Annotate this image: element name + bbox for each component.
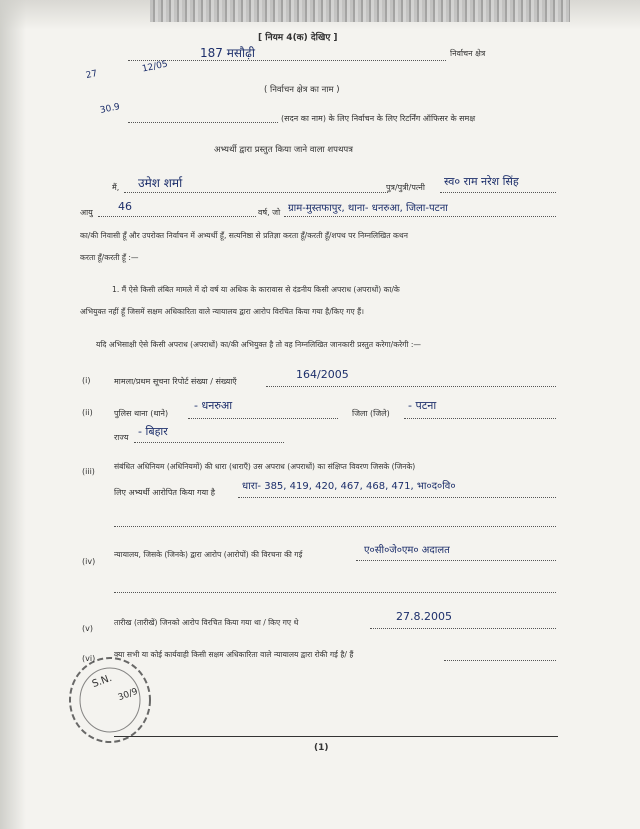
police-value: - धनरुआ — [194, 399, 233, 412]
item-iii-dotline — [238, 497, 556, 498]
item-iv-value: ए०सी०जे०एम० अदालत — [364, 545, 450, 556]
age-dotline — [98, 216, 256, 217]
item-vi-num: (vi) — [82, 654, 96, 663]
item-v-num: (v) — [82, 624, 93, 633]
page-number: (1) — [314, 743, 329, 753]
item-v-label: तारीख (तारीखें) जिनको आरोप विरचित किया गया था / किए गए थे — [114, 618, 299, 627]
item-iv-num: (iv) — [82, 557, 96, 566]
age-value: 46 — [118, 200, 132, 213]
item-iii-value: धारा- 385, 419, 420, 467, 468, 471, भा०द०वि० — [242, 481, 456, 492]
state-value: - बिहार — [138, 425, 168, 438]
item-iv-dotline — [356, 560, 556, 561]
district-label: जिला (जिले) — [352, 409, 390, 418]
footer-rule — [114, 736, 558, 737]
scan-shadow-left — [0, 0, 26, 829]
state-dotline — [134, 442, 284, 443]
item-iii-dotline-2 — [114, 526, 556, 527]
item-ii-num: (ii) — [82, 408, 93, 417]
item-vi-label: क्या सभी या कोई कार्यवाही किसी सक्षम अधिकारिता वाले न्यायालय द्वारा रोकी गई है/ हैं — [114, 650, 354, 659]
state-label: राज्य — [114, 433, 129, 442]
item-i-value: 164/2005 — [296, 368, 349, 381]
district-value: - पटना — [408, 399, 437, 412]
name-dotline — [124, 192, 388, 193]
declarant-line3: का/की निवासी हूँ और उपरोक्त निर्वाचन में अभ्यर्थी हूँ, सत्यनिष्ठा से प्रतिज्ञा करता हूँ/करती हूँ/शपथ पर निम्नलिखित कथन — [80, 231, 408, 240]
i-prefix: मैं, — [112, 183, 120, 192]
district-dotline — [404, 418, 556, 419]
father-value: स्व० राम नरेश सिंह — [444, 175, 519, 188]
relation-label: पुत्र/पुत्री/पत्नी — [386, 183, 425, 192]
years-resident-label: वर्ष, जो — [258, 208, 281, 217]
stamp-date: 30/9 — [116, 686, 140, 704]
stamp-text: S.N. — [90, 672, 114, 691]
item-v-dotline — [370, 628, 556, 629]
address-dotline — [284, 216, 556, 217]
constituency-suffix: निर्वाचन क्षेत्र — [450, 49, 486, 58]
declarant-line4: करता हूँ/करती हूँ :— — [80, 253, 139, 262]
item-iii-num: (iii) — [82, 467, 95, 476]
item-iii-line1: संबंधित अधिनियम (अधिनियमों) की धारा (धाराएँ) उस अपराध (अपराधों) का संक्षिप्त विवरण जिसके (जिनके) — [114, 462, 416, 471]
stamp-paper-band — [150, 0, 570, 22]
margin-note-2: 12/05 — [141, 59, 169, 75]
constituency-value: 187 मसौढ़ी — [200, 46, 255, 60]
margin-note-1: 27 — [85, 68, 99, 82]
constituency-dotline — [128, 60, 446, 61]
para1-line1: 1. मैं ऐसे किसी लंबित मामले में दो वर्ष या अधिक के कारावास से दंडनीय किसी अपराध (अपराधों) का/के — [112, 285, 400, 294]
para1-line2: अभियुक्त नहीं हूँ जिसमें सक्षम अधिकारिता वाले न्यायालय द्वारा आरोप विरचित किया गया है/किए गए हैं। — [80, 307, 364, 316]
father-dotline — [440, 192, 556, 193]
rule-heading: [ नियम 4(क) देखिए ] — [258, 33, 338, 43]
item-vi-dotline — [444, 660, 556, 661]
address-value: ग्राम-मुस्तफापुर, थाना- धनरुआ, जिला-पटना — [288, 203, 448, 214]
item-i-label: मामला/प्रथम सूचना रिपोर्ट संख्या / संख्याएँ — [114, 377, 237, 386]
police-dotline — [188, 418, 338, 419]
item-iv-dotline-2 — [114, 592, 556, 593]
age-label: आयु — [80, 208, 93, 217]
item-i-dotline — [266, 386, 556, 387]
item-v-value: 27.8.2005 — [396, 610, 452, 623]
official-stamp-icon — [62, 650, 158, 750]
constituency-caption: ( निर्वाचन क्षेत्र का नाम ) — [264, 85, 340, 95]
name-value: उमेश शर्मा — [138, 176, 183, 190]
affidavit-title: अभ्यर्थी द्वारा प्रस्तुत किया जाने वाला शपथपत्र — [214, 145, 353, 155]
house-line: (सदन का नाम) के लिए निर्वाचन के लिए रिटर्निंग ऑफिसर के समक्ष — [281, 114, 476, 123]
para2: यदि अभिसाक्षी ऐसे किसी अपराध (अपराधों) का/की अभियुक्त है तो वह निम्नलिखित जानकारी प्रस्तुत करेगा/करेगी :— — [96, 340, 421, 349]
item-iii-line2-label: लिए अभ्यर्थी आरोपित किया गया है — [114, 488, 215, 497]
item-i-num: (i) — [82, 376, 91, 385]
police-label: पुलिस थाना (थाने) — [114, 409, 169, 418]
item-iv-label: न्यायालय, जिसके (जिनके) द्वारा आरोप (आरोपों) की विरचना की गई — [114, 550, 303, 559]
house-dotline — [128, 122, 278, 123]
margin-note-3: 30.9 — [99, 102, 121, 116]
